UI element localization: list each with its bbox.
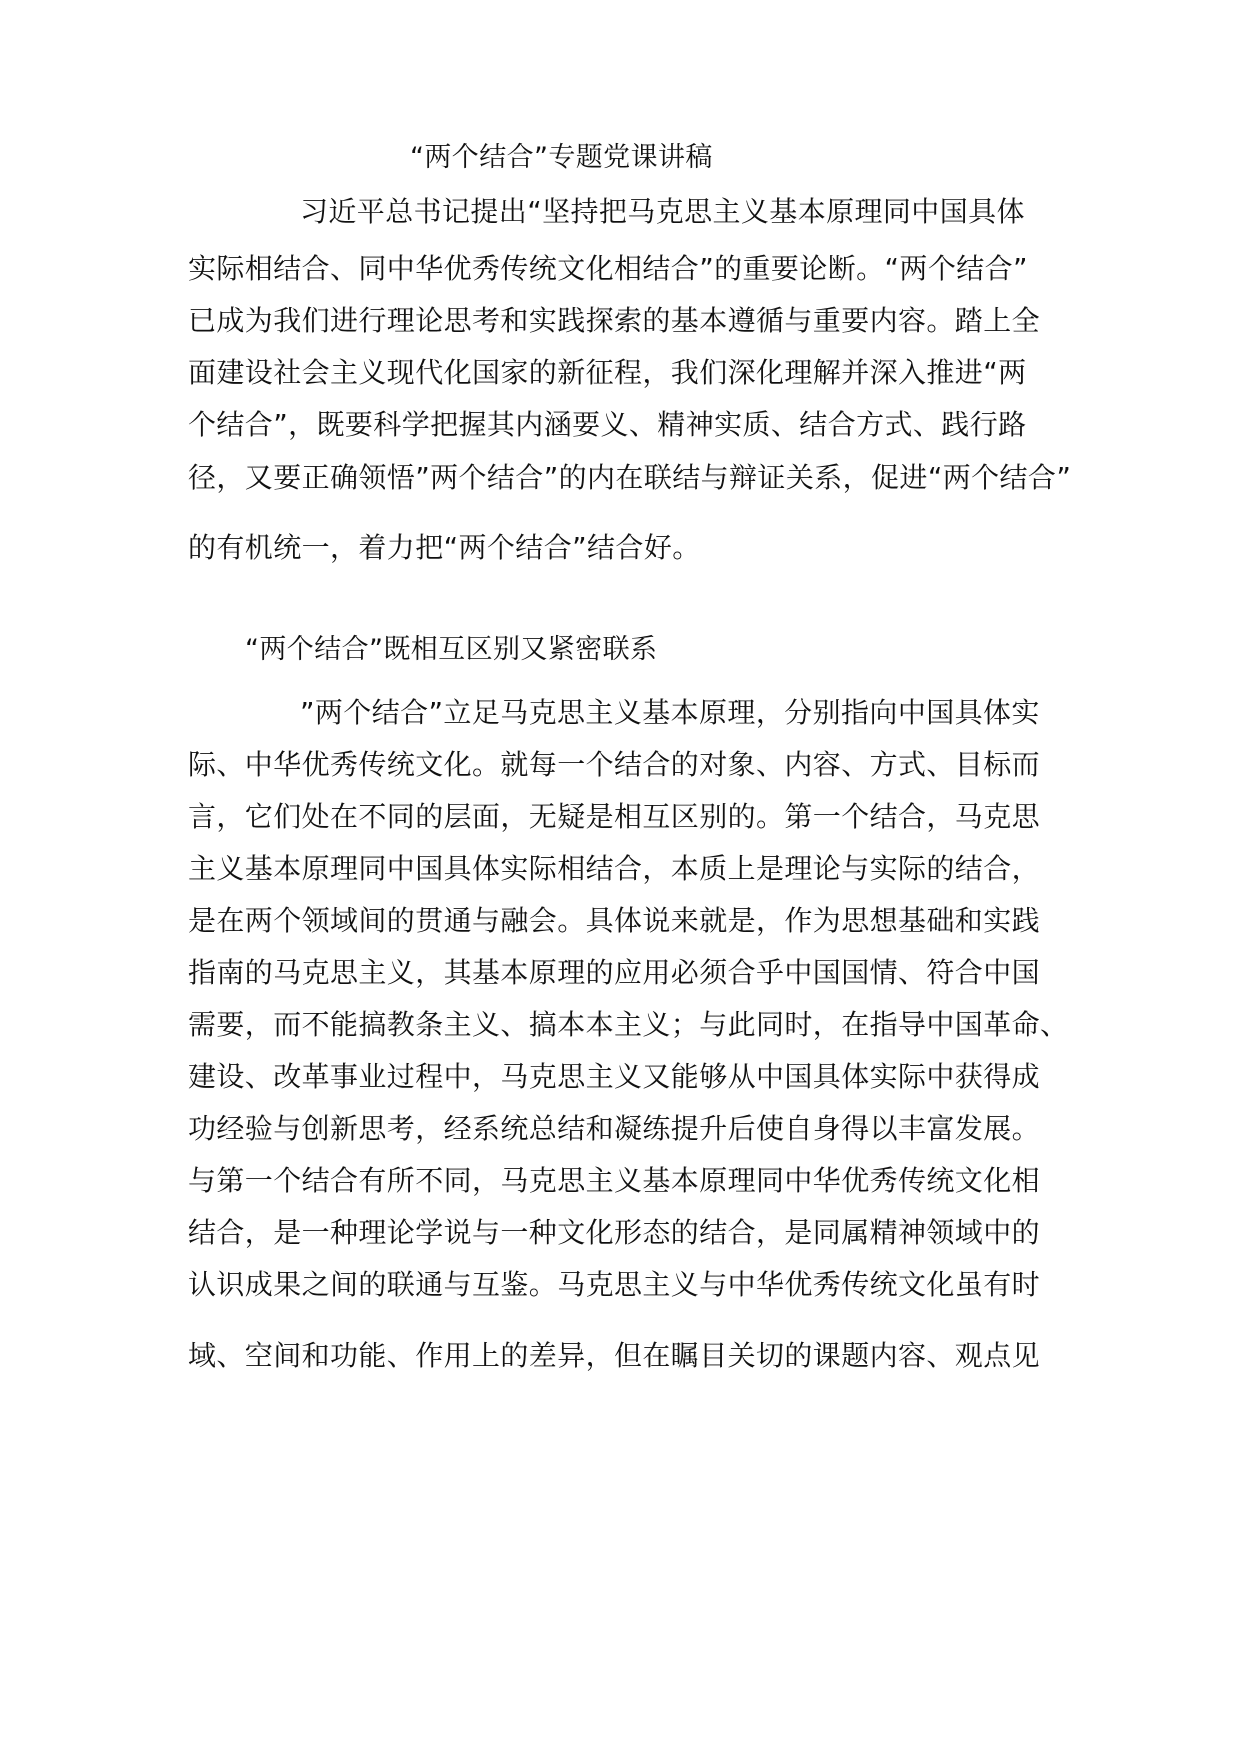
paragraph-line: 习近平总书记提出“坚持把马克思主义基本原理同中国具体 <box>300 195 1025 228</box>
paragraph-line: 功经验与创新思考，经系统总结和凝练提升后使自身得以丰富发展。 <box>188 1112 1041 1145</box>
paragraph-line: ”两个结合”立足马克思主义基本原理，分别指向中国具体实 <box>300 696 1040 729</box>
paragraph-line: 需要，而不能搞教条主义、搞本本主义；与此同时，在指导中国革命、 <box>188 1008 1069 1041</box>
paragraph-line: 际、中华优秀传统文化。就每一个结合的对象、内容、方式、目标而 <box>188 748 1041 781</box>
paragraph-line: 实际相结合、同中华优秀传统文化相结合”的重要论断。“两个结合” <box>188 252 1028 285</box>
section-heading: “两个结合”既相互区别又紧密联系 <box>245 634 658 665</box>
paragraph-line: 言，它们处在不同的层面，无疑是相互区别的。第一个结合，马克思 <box>188 800 1041 833</box>
paragraph-line: 径，又要正确领悟”两个结合”的内在联结与辩证关系，促进“两个结合” <box>188 461 1072 494</box>
paragraph-line: 面建设社会主义现代化国家的新征程，我们深化理解并深入推进“两 <box>188 356 1027 389</box>
paragraph-line: 建设、改革事业过程中，马克思主义又能够从中国具体实际中获得成 <box>188 1060 1041 1093</box>
paragraph-line: 是在两个领域间的贯通与融会。具体说来就是，作为思想基础和实践 <box>188 904 1041 937</box>
paragraph-line: 个结合”，既要科学把握其内涵要义、精神实质、结合方式、践行路 <box>188 408 1027 441</box>
document-title: “两个结合”专题党课讲稿 <box>410 142 713 173</box>
paragraph-line: 与第一个结合有所不同，马克思主义基本原理同中华优秀传统文化相 <box>188 1164 1041 1197</box>
paragraph-line: 域、空间和功能、作用上的差异，但在瞩目关切的课题内容、观点见 <box>188 1339 1041 1372</box>
paragraph-line: 的有机统一，着力把“两个结合”结合好。 <box>188 531 701 564</box>
paragraph-line: 认识成果之间的联通与互鉴。马克思主义与中华优秀传统文化虽有时 <box>188 1268 1041 1301</box>
paragraph-line: 已成为我们进行理论思考和实践探索的基本遵循与重要内容。踏上全 <box>188 304 1041 337</box>
paragraph-line: 主义基本原理同中国具体实际相结合，本质上是理论与实际的结合， <box>188 852 1041 885</box>
paragraph-line: 指南的马克思主义，其基本原理的应用必须合乎中国国情、符合中国 <box>188 956 1041 989</box>
paragraph-line: 结合，是一种理论学说与一种文化形态的结合，是同属精神领域中的 <box>188 1216 1041 1249</box>
